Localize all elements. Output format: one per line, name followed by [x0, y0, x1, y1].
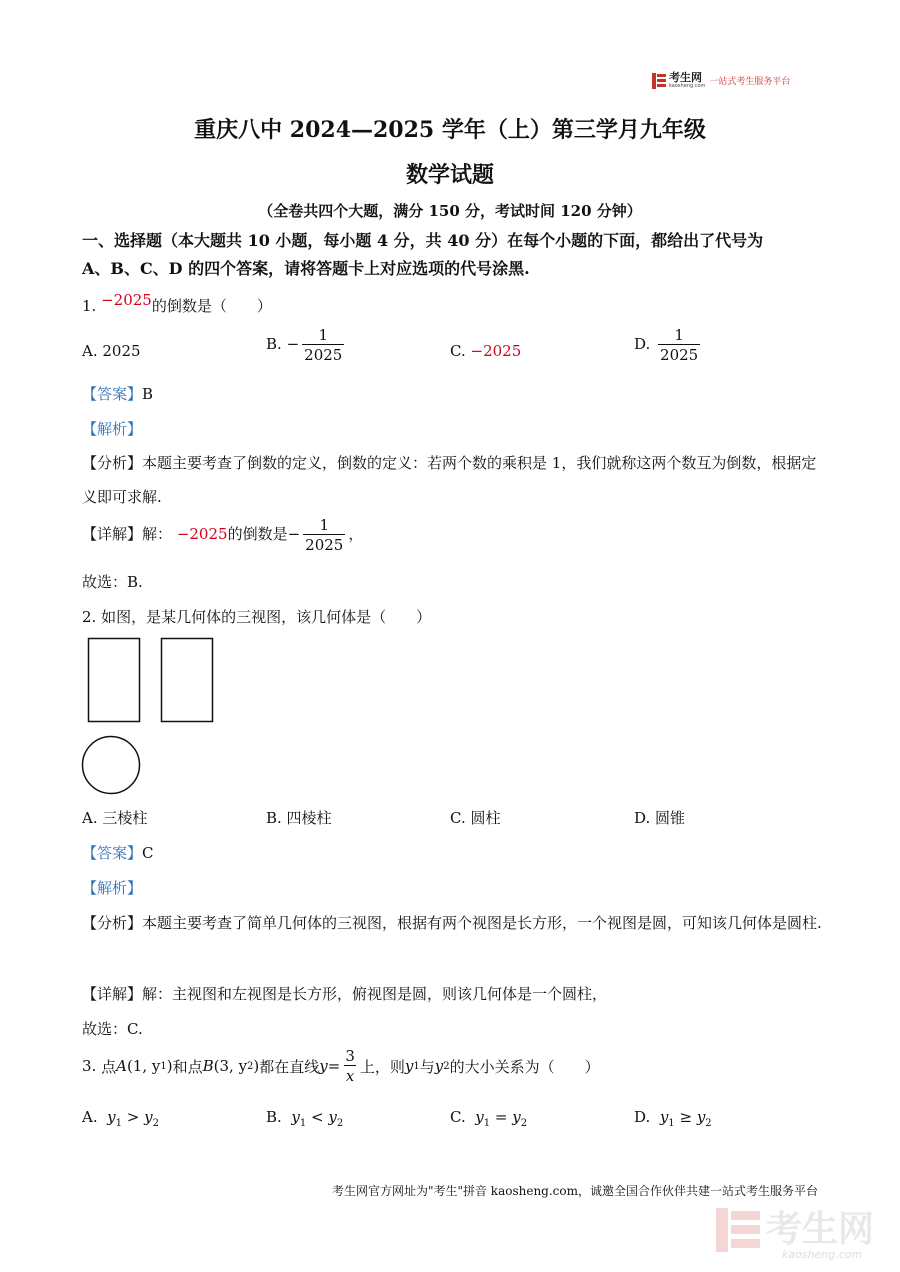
answer-row — [82, 842, 154, 863]
choice-text: 故选：C. — [82, 1020, 143, 1038]
relation: > — [126, 1108, 140, 1126]
subscript: 2 — [705, 1118, 712, 1129]
question-number: 3. — [82, 1057, 97, 1075]
option-c: C. 圆柱 — [450, 809, 501, 827]
detail-row — [82, 516, 363, 554]
option-label: A. — [82, 1108, 98, 1126]
subscript: 2 — [443, 1060, 450, 1072]
option-label: D. — [634, 335, 651, 353]
watermark-logo-icon — [716, 1208, 760, 1252]
fraction — [302, 326, 344, 364]
kaosheng-logo-icon — [652, 73, 666, 89]
option-label: B. — [266, 1108, 282, 1126]
detail-text: 【详解】解：主视图和左视图是长方形，俯视图是圆，则该几何体是一个圆柱， — [82, 985, 608, 1003]
subscript: 1 — [413, 1060, 420, 1072]
detail-tag: 【详解】 — [82, 525, 143, 543]
jiexi-tag: 【解析】 — [82, 420, 143, 438]
denominator: 2025 — [305, 536, 344, 554]
section-heading-line1: 一、选择题（本大题共 10 小题，每小题 4 分，共 40 分）在每个小题的下面，都给出了代号为 — [82, 231, 764, 250]
logo-slogan: 一站式考生服务平台 — [709, 77, 791, 87]
highlighted-value: −2025 — [176, 525, 228, 543]
option-c — [450, 342, 521, 360]
point-label: B — [202, 1057, 214, 1075]
denominator: 2025 — [660, 346, 699, 364]
highlighted-value: −2025 — [101, 291, 152, 309]
question-text: 与 — [419, 1057, 435, 1076]
option-label: B. — [266, 335, 282, 353]
equals-sign: = — [327, 1057, 341, 1075]
document-subtitle: 数学试题 — [405, 162, 494, 188]
variable: y — [319, 1057, 328, 1075]
question-number: 1. — [82, 297, 97, 315]
option-a — [82, 1108, 159, 1129]
subscript: 2 — [247, 1060, 254, 1072]
variable: y — [434, 1057, 444, 1075]
subscript: 1 — [299, 1118, 307, 1129]
question-text: 的倒数是（ ） — [151, 297, 272, 315]
minus-sign: − — [286, 335, 300, 353]
variable: y — [144, 1108, 153, 1126]
variable: y — [328, 1108, 337, 1126]
option-a — [82, 342, 141, 360]
minus-sign: − — [287, 525, 301, 543]
answer-row — [82, 383, 153, 404]
punctuation: ， — [348, 525, 364, 543]
option-a: A. 三棱柱 — [82, 809, 148, 827]
section-heading-line2: A、B、C、D 的四个答案，请将答题卡上对应选项的代号涂黑. — [82, 259, 530, 278]
option-d — [634, 1108, 712, 1129]
question-text: 的大小关系为（ ） — [449, 1057, 600, 1076]
answer-value: C — [142, 844, 154, 862]
relation: < — [310, 1108, 324, 1126]
fraction — [658, 326, 700, 364]
option-b — [266, 326, 347, 364]
exam-note: （全卷共四个大题，满分 150 分，考试时间 120 分钟） — [258, 202, 642, 220]
numerator: 3 — [345, 1047, 355, 1065]
subscript: 1 — [160, 1060, 167, 1072]
footer-text: 考生网官方网址为"考生"拼音 kaosheng.com，诚邀全国合作伙伴共建一站式考生服务平台 — [331, 1184, 818, 1198]
option-label: C. — [450, 1108, 466, 1126]
fraction — [343, 1047, 357, 1085]
subscript: 1 — [668, 1118, 675, 1129]
option-d: D. 圆锥 — [634, 809, 686, 827]
analysis-text: 【分析】本题主要考查了简单几何体的三视图，根据有两个视图是长方形，一个视图是圆，可知该几何体是圆柱. — [82, 914, 822, 932]
coordinates: (3, y — [213, 1057, 248, 1075]
detail-prefix: 解： — [142, 525, 173, 543]
option-text: −2025 — [470, 342, 522, 360]
document-title: 重庆八中 2024—2025 学年（上）第三学月九年级 — [194, 117, 706, 143]
question-text: 点 — [101, 1057, 117, 1076]
variable: y — [291, 1108, 300, 1126]
question-text: 都在直线 — [259, 1057, 320, 1076]
jiexi-tag: 【解析】 — [82, 879, 143, 897]
option-label: C. — [450, 342, 466, 360]
top-view-circle — [83, 737, 140, 794]
point-label: A — [116, 1057, 127, 1075]
option-b: B. 四棱柱 — [266, 809, 332, 827]
option-text: 2025 — [102, 342, 141, 360]
punctuation: ) — [253, 1057, 260, 1075]
variable: y — [107, 1108, 116, 1126]
subscript: 2 — [336, 1118, 344, 1129]
option-c — [450, 1108, 527, 1129]
subscript: 2 — [152, 1118, 160, 1129]
variable: y — [512, 1108, 521, 1126]
denominator: x — [345, 1067, 355, 1085]
question-2-stem: 2. 如图，是某几何体的三视图，该几何体是（ ） — [82, 608, 432, 626]
site-logo — [652, 72, 790, 89]
answer-tag: 【答案】 — [82, 844, 143, 862]
option-d — [634, 326, 703, 364]
fraction — [303, 516, 345, 554]
option-label: D. — [634, 1108, 651, 1126]
coordinates: (1, y — [126, 1057, 161, 1075]
question-text: 和点 — [172, 1057, 203, 1076]
answer-value: B — [142, 385, 154, 403]
answer-tag: 【答案】 — [82, 385, 143, 403]
logo-domain: kaosheng.com — [669, 83, 706, 89]
watermark — [716, 1208, 875, 1261]
numerator: 1 — [318, 326, 329, 344]
variable: y — [475, 1108, 484, 1126]
numerator: 1 — [319, 516, 330, 534]
question-3-stem — [82, 1047, 600, 1085]
option-b — [266, 1108, 343, 1129]
variable: y — [659, 1108, 669, 1126]
detail-text: 的倒数是 — [227, 525, 288, 543]
question-text: 上，则 — [359, 1057, 405, 1076]
front-view-rectangle — [89, 639, 140, 722]
three-view-figure — [80, 634, 220, 796]
question-1-stem — [82, 291, 272, 316]
watermark-text: 考生网 — [766, 1209, 875, 1250]
choice-text: 故选：B. — [82, 573, 143, 591]
subscript: 1 — [483, 1118, 491, 1129]
analysis-text: 【分析】本题主要考查了倒数的定义，倒数的定义：若两个数的乘积是 1，我们就称这两个数互为倒数，根据定义即可求解. — [82, 454, 817, 506]
watermark-domain: kaosheng.com — [782, 1248, 863, 1261]
logo-brand: 考生网 — [669, 71, 702, 84]
subscript: 2 — [520, 1118, 528, 1129]
option-label: A. — [82, 342, 98, 360]
side-view-rectangle — [162, 639, 213, 722]
variable: y — [696, 1108, 706, 1126]
relation: ≥ — [679, 1108, 693, 1126]
variable: y — [404, 1057, 414, 1075]
subscript: 1 — [115, 1118, 123, 1129]
relation: = — [494, 1108, 508, 1126]
numerator: 1 — [674, 326, 684, 344]
denominator: 2025 — [304, 346, 343, 364]
punctuation: ) — [166, 1057, 173, 1075]
